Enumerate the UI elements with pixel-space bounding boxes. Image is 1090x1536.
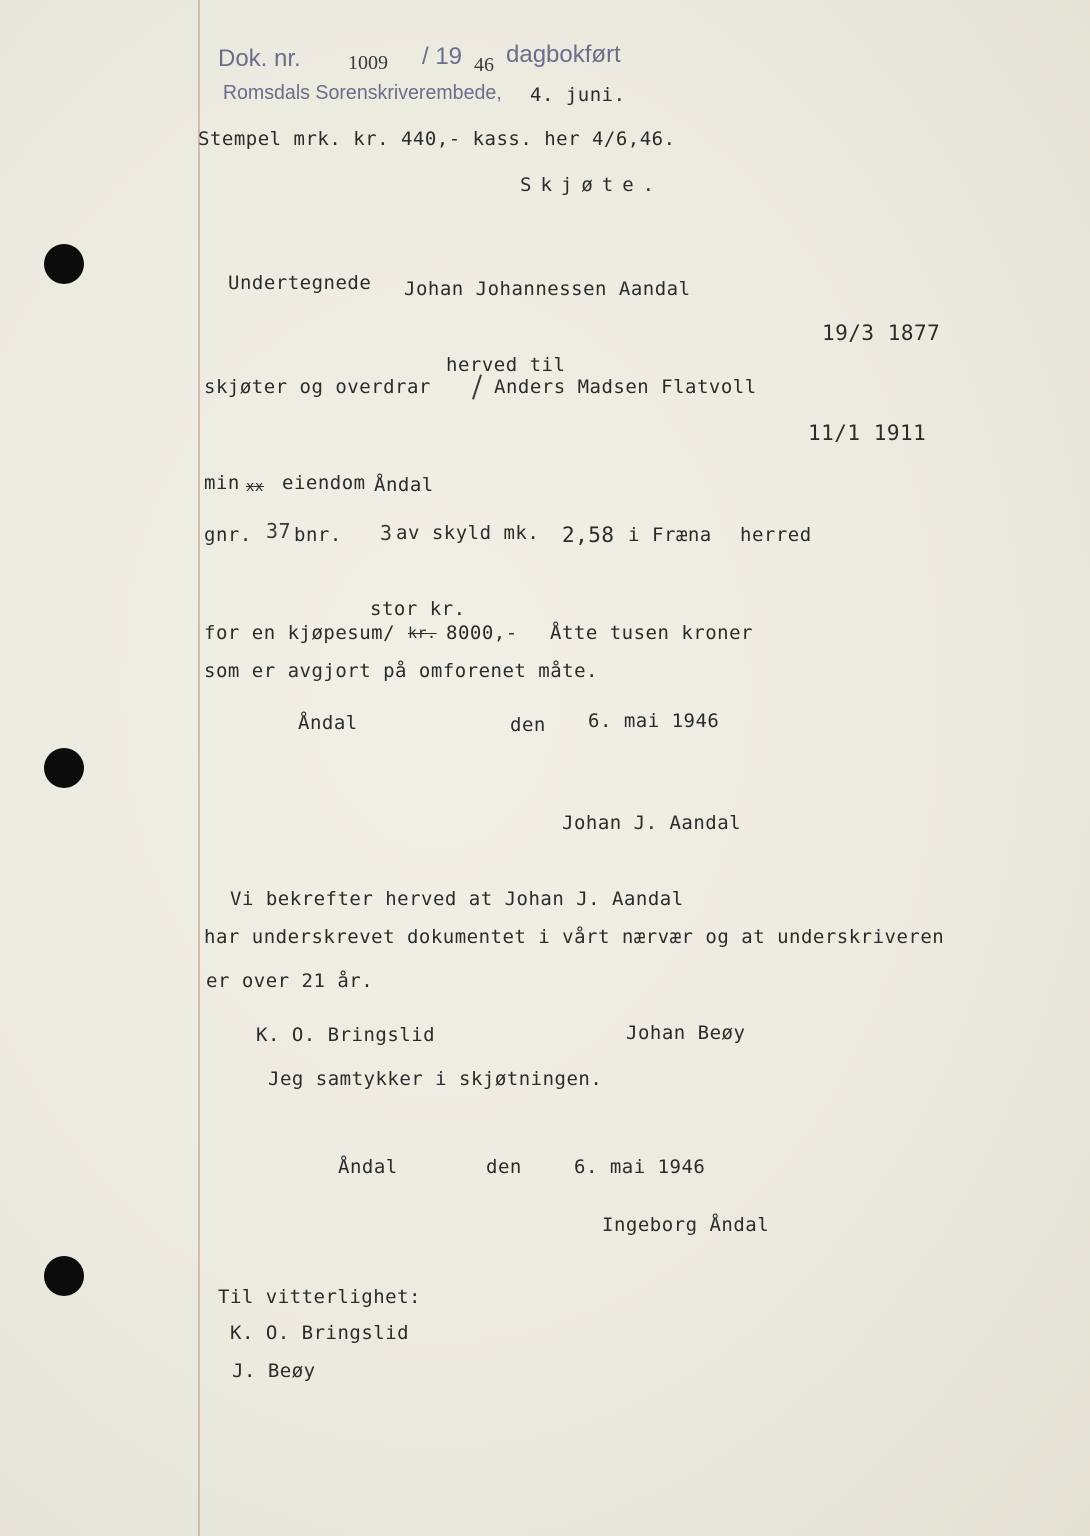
bnr-value: 3: [380, 521, 393, 545]
insertion-mark: [472, 374, 482, 399]
stamp-dagbokfort: dagbokført: [506, 41, 621, 68]
document-title: Skjøte.: [520, 174, 664, 196]
stamp-date: 4. juni.: [530, 84, 626, 106]
price-words: Åtte tusen kroner: [550, 622, 753, 644]
gnr-value: 37: [266, 519, 292, 543]
buyer-birthdate: 11/1 1911: [808, 421, 927, 445]
punch-hole: [44, 748, 84, 788]
property-text: eiendom: [282, 472, 366, 494]
seller-name: Johan Johannessen Aandal: [404, 278, 691, 300]
punch-hole: [44, 244, 84, 284]
price-struck: kr.: [408, 624, 437, 642]
confirmation-line-1: Vi bekrefter herved at Johan J. Aandal: [230, 888, 684, 910]
bnr-label: bnr.: [294, 524, 342, 546]
date-2: 6. mai 1946: [574, 1156, 706, 1178]
witness-left: K. O. Bringslid: [256, 1024, 436, 1046]
property-name: Åndal: [374, 474, 434, 496]
price-text: for en kjøpesum/: [204, 622, 396, 644]
date-1: 6. mai 1946: [588, 710, 720, 732]
herred-label: herred: [740, 524, 812, 546]
transfer-text: skjøter og overdrar: [204, 376, 431, 398]
consent-line: Jeg samtykker i skjøtningen.: [268, 1068, 603, 1090]
witness-block-label: Til vitterlighet:: [218, 1286, 421, 1308]
stamp-year-prefix: / 19: [422, 43, 463, 70]
skyld-i: i: [628, 524, 640, 546]
confirmation-line-2: har underskrevet dokumentet i vårt nærvær og at underskriveren: [204, 926, 945, 948]
skyld-label: av skyld mk.: [396, 522, 540, 544]
buyer-name: Anders Madsen Flatvoll: [494, 376, 757, 398]
margin-line: [198, 0, 200, 1536]
stamp-dok-number: 1009: [348, 52, 388, 74]
stamp-dok-label: Dok. nr.: [218, 45, 301, 72]
signature-1: Johan J. Aandal: [562, 812, 742, 834]
transfer-insert: herved til: [446, 354, 566, 376]
stamp-year-suffix: 46: [474, 54, 494, 76]
place-1: Åndal: [298, 712, 358, 734]
seller-label: Undertegnede: [228, 272, 372, 294]
witness-block-2: J. Beøy: [232, 1360, 316, 1382]
settled-line: som er avgjort på omforenet måte.: [204, 660, 598, 682]
confirmation-line-3: er over 21 år.: [206, 970, 374, 992]
stamp-office: Romsdals Sorenskriverembede,: [222, 82, 502, 104]
place-2: Åndal: [338, 1156, 398, 1178]
property-struck: xx: [246, 479, 264, 495]
price-amount: 8000,-: [446, 622, 518, 644]
herred-name: Fræna: [652, 524, 712, 546]
witness-right: Johan Beøy: [626, 1022, 746, 1044]
signature-2: Ingeborg Åndal: [602, 1214, 770, 1236]
punch-hole: [44, 1256, 84, 1296]
den-2: den: [486, 1156, 522, 1178]
stempel-line: Stempel mrk. kr. 440,- kass. her 4/6,46.: [198, 128, 676, 150]
skyld-value: 2,58: [562, 523, 615, 547]
seller-birthdate: 19/3 1877: [822, 321, 941, 345]
price-insert: stor kr.: [370, 598, 466, 620]
den-1: den: [510, 714, 546, 736]
gnr-label: gnr.: [204, 524, 252, 546]
property-prefix: min: [204, 472, 240, 494]
witness-block-1: K. O. Bringslid: [230, 1322, 410, 1344]
